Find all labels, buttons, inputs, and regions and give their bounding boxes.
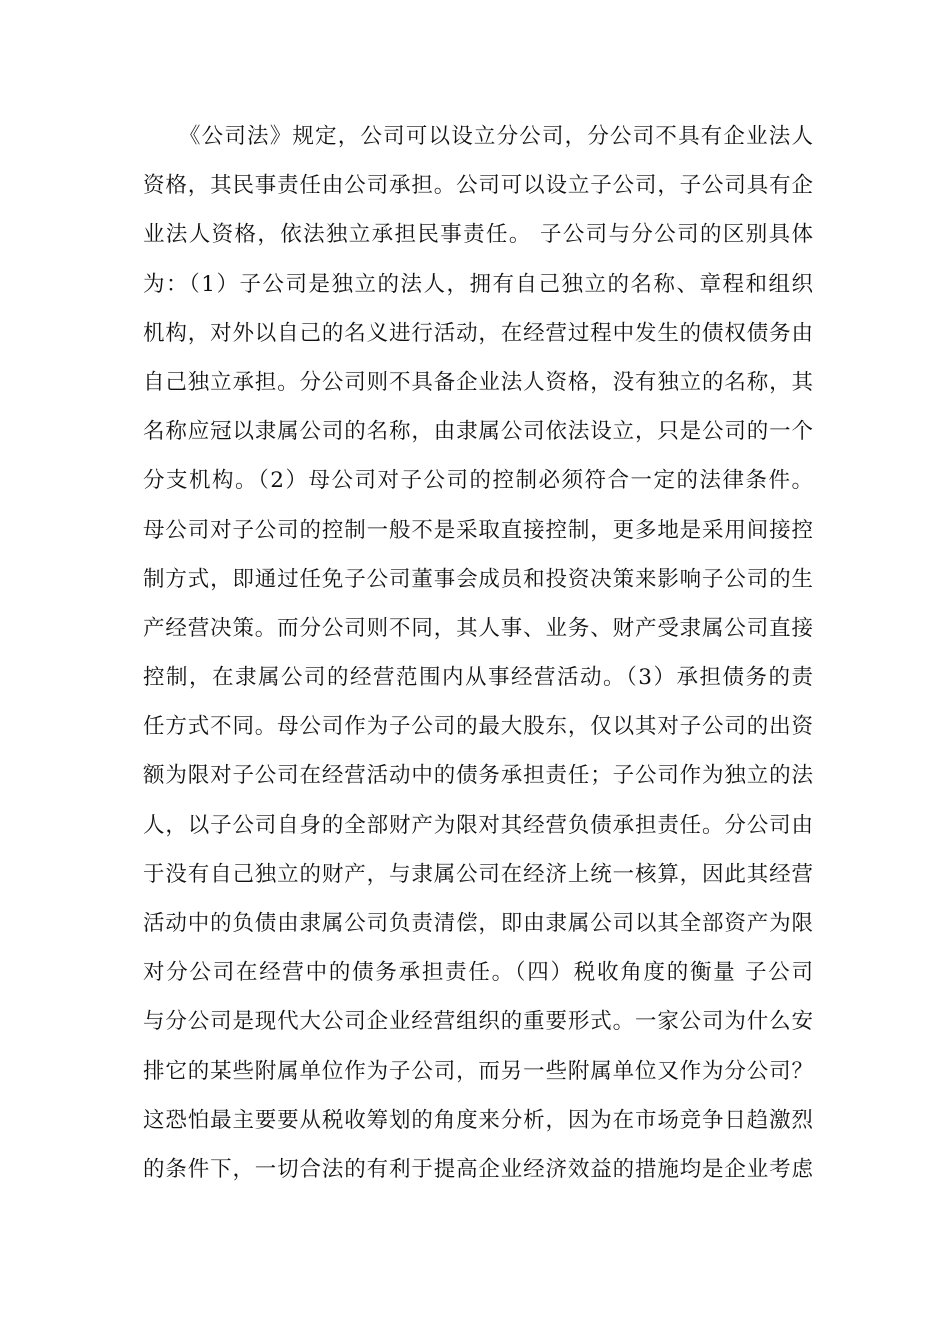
- text-line: 为：（1）子公司是独立的法人，拥有自己独立的名称、章程和组织: [143, 271, 813, 297]
- text-line: 任方式不同。母公司作为子公司的最大股东，仅以其对子公司的出资: [143, 714, 813, 740]
- text-line: 名称应冠以隶属公司的名称，由隶属公司依法设立，只是公司的一个: [143, 419, 813, 445]
- text-line: 与分公司是现代大公司企业经营组织的重要形式。一家公司为什么安: [143, 1009, 813, 1035]
- text-line: 自己独立承担。分公司则不具备企业法人资格，没有独立的名称，其: [143, 369, 813, 395]
- text-line: 这恐怕最主要要从税收筹划的角度来分析，因为在市场竞争日趋激烈: [143, 1107, 813, 1133]
- text-line: 人，以子公司自身的全部财产为限对其经营负债承担责任。分公司由: [143, 812, 813, 838]
- text-line: 额为限对子公司在经营活动中的债务承担责任；子公司作为独立的法: [143, 763, 813, 789]
- text-line: 产经营决策。而分公司则不同，其人事、业务、财产受隶属公司直接: [143, 615, 813, 641]
- text-line: 制方式，即通过任免子公司董事会成员和投资决策来影响子公司的生: [143, 566, 813, 592]
- text-line: 分支机构。（2）母公司对子公司的控制必须符合一定的法律条件。: [143, 468, 813, 494]
- text-line: 控制，在隶属公司的经营范围内从事经营活动。（3）承担债务的责: [143, 665, 813, 691]
- text-line: 排它的某些附属单位作为子公司，而另一些附属单位又作为分公司？: [143, 1058, 813, 1084]
- text-line: 机构，对外以自己的名义进行活动，在经营过程中发生的债权债务由: [143, 320, 813, 346]
- text-line: 的条件下，一切合法的有利于提高企业经济效益的措施均是企业考虑: [143, 1156, 813, 1182]
- text-line: 业法人资格，依法独立承担民事责任。 子公司与分公司的区别具体: [143, 222, 813, 248]
- text-line: 《公司法》规定，公司可以设立分公司，分公司不具有企业法人: [179, 124, 813, 149]
- text-line: 对分公司在经营中的债务承担责任。（四）税收角度的衡量 子公司: [143, 960, 813, 986]
- text-line: 母公司对子公司的控制一般不是采取直接控制，更多地是采用间接控: [143, 517, 813, 543]
- text-line: 资格，其民事责任由公司承担。公司可以设立子公司，子公司具有企: [143, 173, 813, 199]
- text-line: 活动中的负债由隶属公司负责清偿，即由隶属公司以其全部资产为限: [143, 911, 813, 936]
- text-line: 于没有自己独立的财产，与隶属公司在经济上统一核算，因此其经营: [143, 861, 813, 887]
- body-paragraph: [143, 112, 813, 1194]
